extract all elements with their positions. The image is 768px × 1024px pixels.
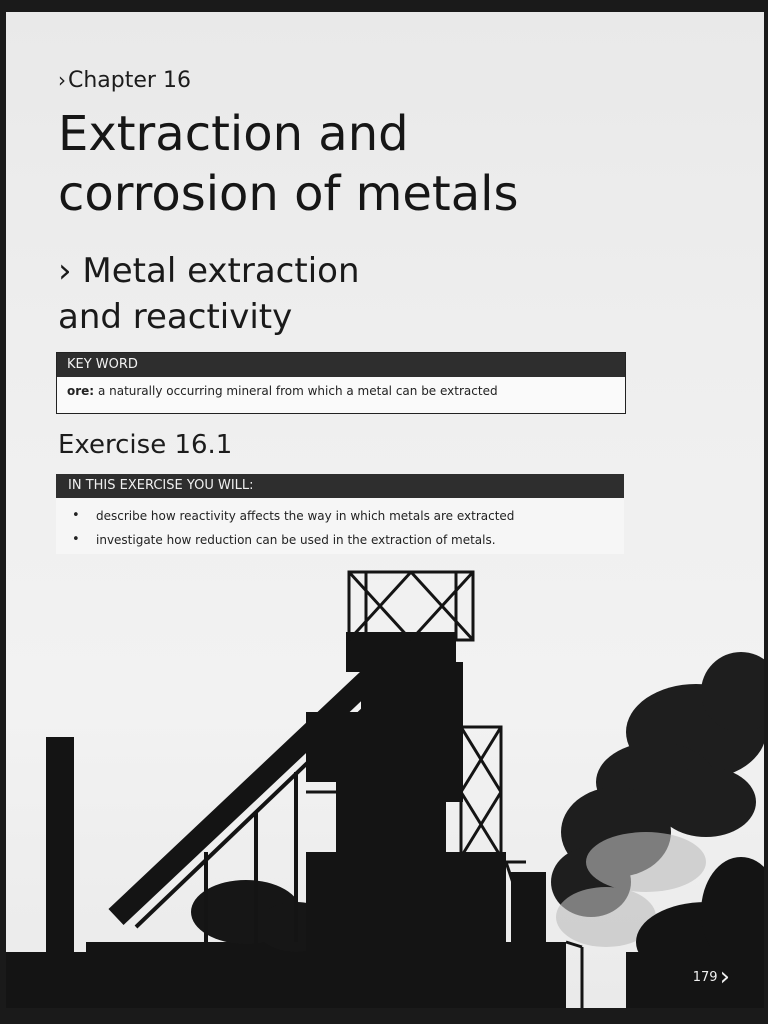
objectives-list (56, 504, 624, 552)
key-word-text: a naturally occurring mineral from which a metal can be extracted (97, 384, 498, 398)
chapter-label (58, 68, 191, 93)
list-item: • investigate how reduction can be used in the extraction of metals. (56, 528, 624, 552)
objectives-header: IN THIS EXERCISE YOU WILL: (56, 474, 624, 498)
key-word-term: ore: (67, 384, 95, 398)
chapter-title (58, 104, 518, 224)
chevron-right-icon: › (719, 962, 730, 992)
exercise-objectives-box (56, 474, 624, 554)
section-title-line1: Metal extraction (82, 251, 360, 291)
exercise-title: Exercise 16.1 (58, 430, 233, 460)
section-title (58, 248, 360, 340)
chevron-right-icon: › (58, 251, 72, 291)
page-number (693, 962, 730, 992)
chapter-title-line1: Extraction and (58, 106, 409, 162)
chevron-right-icon: › (58, 68, 66, 92)
book-page (6, 12, 764, 1008)
page-number-text: 179 (692, 970, 718, 985)
key-word-header: KEY WORD (57, 353, 625, 377)
section-title-line2: and reactivity (58, 297, 293, 337)
key-word-box (56, 352, 626, 414)
key-word-definition (57, 377, 625, 405)
chapter-title-line2: corrosion of metals (58, 166, 519, 222)
chapter-text: Chapter 16 (68, 68, 191, 93)
list-item: • describe how reactivity affects the way in which metals are extracted (56, 504, 624, 528)
